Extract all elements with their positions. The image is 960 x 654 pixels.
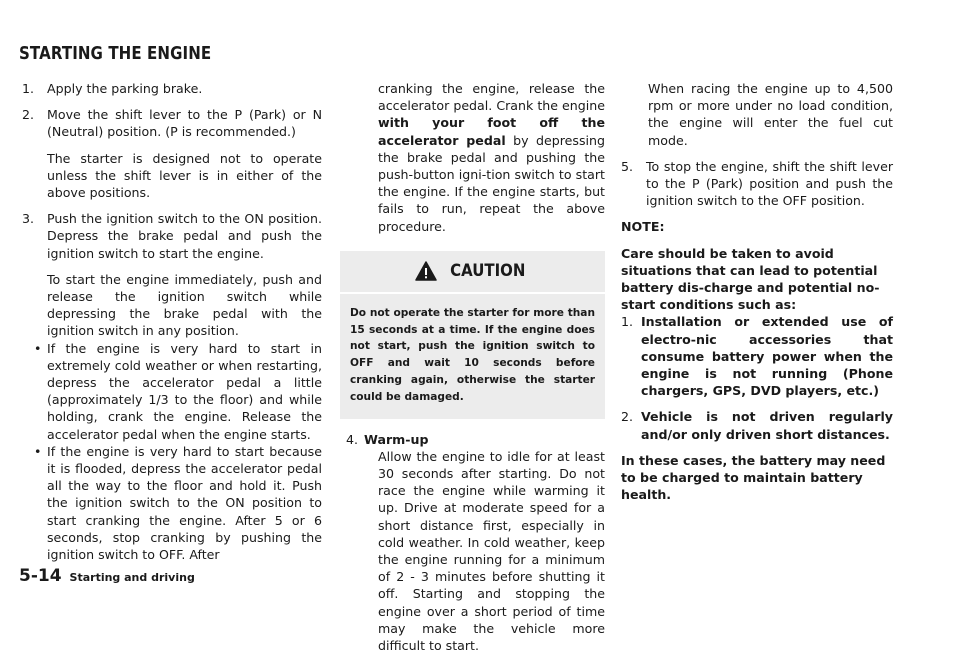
column-2 [340, 80, 605, 654]
page-footer [19, 566, 195, 586]
continued-text-bold: with your foot off the accelerator pedal [378, 115, 605, 148]
step-note: The starter is designed not to operate unless the shift lever is in either of the above positions. [47, 150, 322, 201]
step-1 [22, 80, 322, 97]
continued-text: When racing the engine up to 4,500 rpm or more under no load condition, the engine will enter the fuel cut mode. [648, 81, 893, 148]
step-number: 3. [22, 211, 35, 227]
note-item-2 [621, 408, 893, 442]
note-outro: In these cases, the battery may need to be charged to maintain battery health. [621, 452, 886, 503]
step-number: 4. [346, 431, 359, 447]
note-number: 2. [621, 409, 634, 425]
continued-text [340, 80, 605, 235]
bullet-text: If the engine is very hard to start because it is flooded, depress the accelerator pedal all the way to the floor and hold it. Push the ignition switch to the ON position to start cranking the engine. After 5 or 6 seconds, stop cranking by pushing the ignition switch to OFF. After [47, 443, 322, 563]
note-item-1 [621, 313, 893, 399]
column-3 [621, 80, 893, 503]
step-4 [340, 431, 605, 448]
note-text: Installation or extended use of electro-nic accessories that consume battery power when the engine is not running (Phone chargers, GPS, DVD players, etc.) [641, 314, 893, 399]
step-number: 2. [22, 107, 35, 123]
step-text: To stop the engine, shift the shift lever to the P (Park) position and push the ignition switch to the OFF position. [646, 158, 893, 209]
note-text: Vehicle is not driven regularly and/or only driven short distances. [641, 409, 893, 442]
caution-text: Do not operate the starter for more than 15 seconds at a time. If the engine does not start, push the ignition switch to OFF and wait 10 seconds before cranking again, otherwise the starter could be damaged. [340, 294, 605, 419]
warning-triangle-icon [415, 261, 437, 281]
step-title: Warm-up [364, 431, 429, 447]
note-intro: Care should be taken to avoid situations that can lead to potential battery dis-charge and potential no-start conditions such as: [621, 245, 880, 313]
note-number: 1. [621, 314, 634, 330]
step-note: To start the engine immediately, push and release the ignition switch while depressing the brake pedal with the ignition switch in any position. [47, 271, 322, 339]
bullet-mark: • [34, 443, 42, 459]
step-3 [22, 210, 322, 262]
step-5 [621, 158, 893, 210]
page-number: 5-14 [19, 566, 62, 586]
continued-text-a: cranking the engine, release the accelerator pedal. Crank the engine [378, 81, 605, 114]
step-number: 5. [621, 158, 634, 174]
column-1 [22, 80, 322, 563]
step-text: Push the ignition switch to the ON position. Depress the brake pedal and push the ignition switch to start the engine. [47, 211, 322, 261]
note-label: NOTE: [621, 219, 665, 235]
continued-text-b: by depressing the brake pedal and pushing the push-button igni-tion switch to start the engine. If the engine starts, but fails to run, repeat the above procedure. [378, 132, 605, 234]
step-number: 1. [22, 81, 35, 96]
bullet-item [22, 443, 322, 563]
caution-header [340, 251, 605, 292]
bullet-text: If the engine is very hard to start in extremely cold weather or when restarting, depress the accelerator pedal a little (approximately 1/3 to the floor) and while holding, crank the engine. Release the accelerator pedal when the engine starts. [47, 340, 322, 442]
bullet-item [22, 340, 322, 443]
bullet-mark: • [34, 340, 42, 356]
step-text: Apply the parking brake. [47, 81, 203, 96]
caution-title: CAUTION [449, 260, 526, 281]
step-text: Move the shift lever to the P (Park) or N (Neutral) position. (P is recommended.) [47, 107, 322, 140]
step-text: Allow the engine to idle for at least 30 seconds after starting. Do not race the engine while warming it up. Drive at moderate speed for a short distance first, especially in cold weather. In cold weather, keep the engine running for a minimum of 2 - 3 minutes before shutting it off. Starting and stopping the engine over a short period of time may make the vehicle more difficult to start. [378, 448, 605, 654]
page-title: STARTING THE ENGINE [19, 44, 212, 64]
step-2 [22, 106, 322, 140]
section-name: Starting and driving [69, 571, 195, 584]
